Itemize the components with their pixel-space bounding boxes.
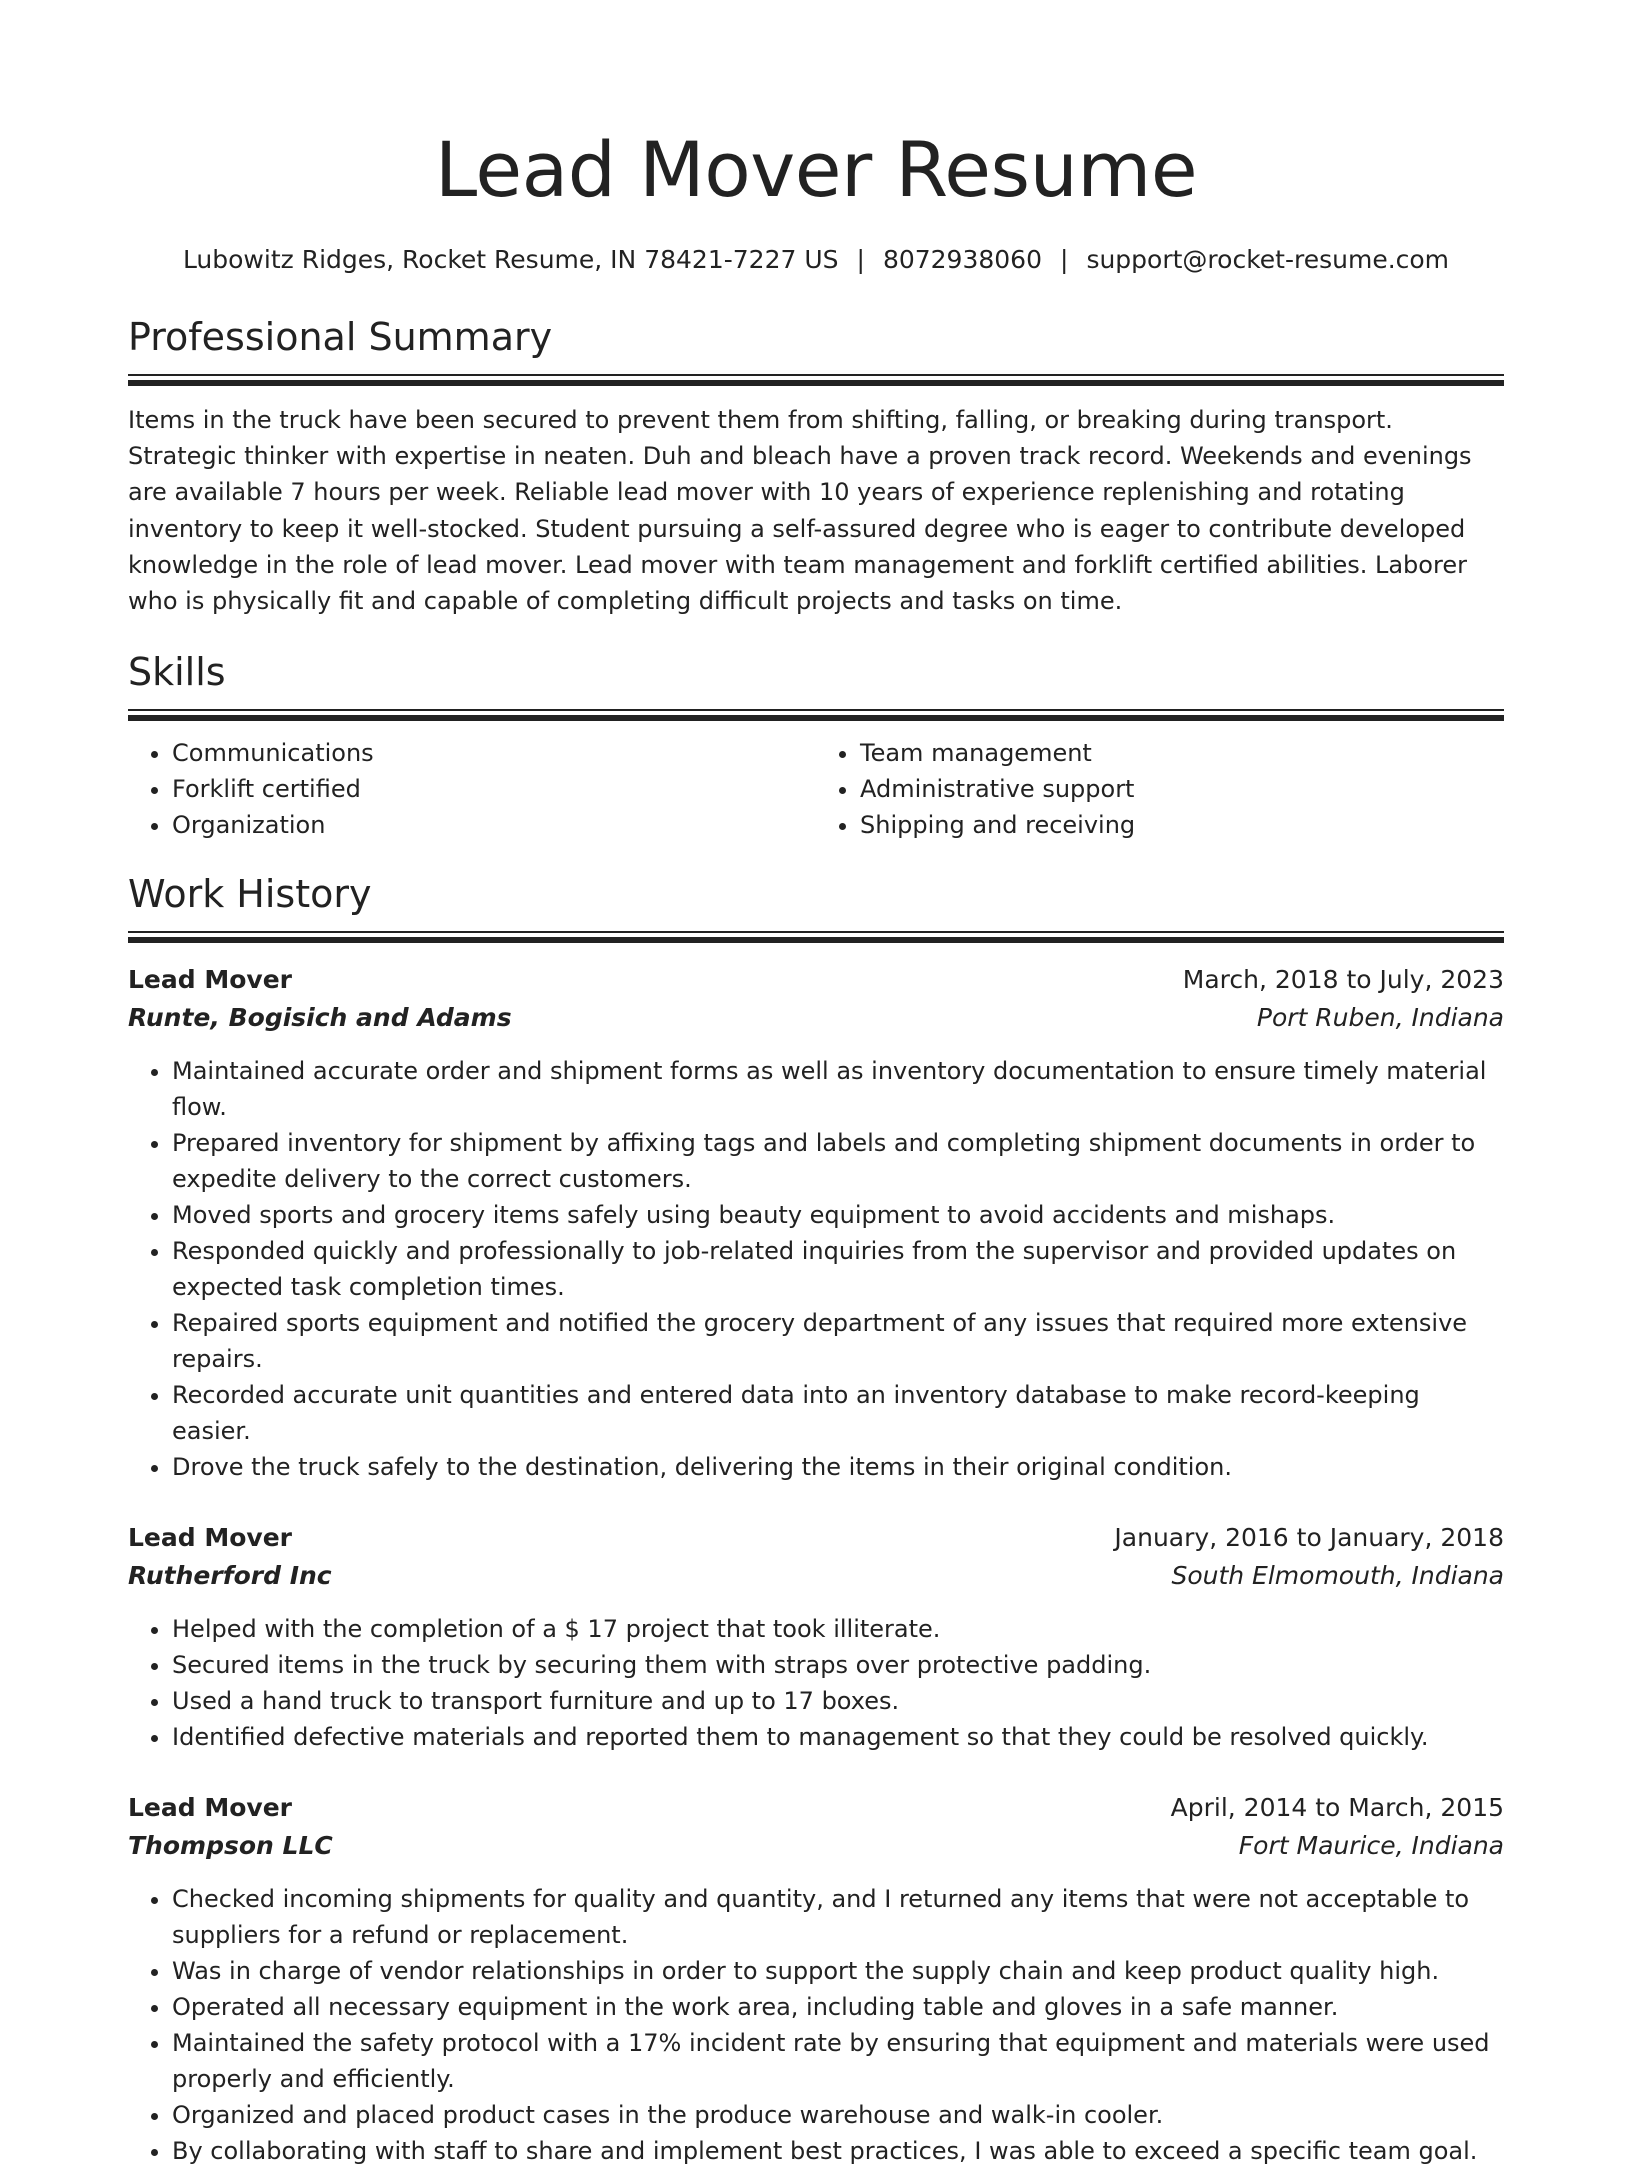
section-divider	[128, 931, 1504, 943]
skill-item: • Communications	[172, 735, 816, 771]
summary-text: Items in the truck have been secured to prevent them from shifting, falling, or breaking during transport. Strategic thinker with expertise in neaten. Duh and bleach have a proven track record. Weekends and evenings are available 7 hours per week. Reliable lead mover with 10 years of experience replenishing and rotating inventory to keep it well-stocked. Student pursuing a self-assured degree who is eager to contribute developed knowledge in the role of lead mover. Lead mover with team management and forklift certified abilities. Laborer who is physically fit and capable of completing difficult projects and tasks on time.	[128, 406, 1472, 616]
list-item: • Identified defective materials and reported them to management so that they could be resolved quickly.	[172, 1719, 1504, 1755]
list-item: • Prepared inventory for shipment by affixing tags and labels and completing shipment documents in order to expedite delivery to the correct customers.	[172, 1125, 1504, 1197]
list-item: • Drove the truck safely to the destination, delivering the items in their original condition.	[172, 1449, 1504, 1485]
job-header-row	[128, 961, 1504, 999]
job-company: Thompson LLC	[128, 1831, 333, 1861]
list-item: • Operated all necessary equipment in the work area, including table and gloves in a safe manner.	[172, 1989, 1504, 2025]
skills-list	[128, 735, 1504, 843]
email-address[interactable]: support@rocket-resume.com	[1086, 245, 1450, 274]
job-title: Lead Mover	[128, 965, 292, 995]
job-dates: April, 2014 to March, 2015	[1170, 1793, 1504, 1823]
skill-item: • Forklift certified	[172, 771, 816, 807]
list-item: • Checked incoming shipments for quality and quantity, and I returned any items that were not acceptable to suppliers for a refund or replacement.	[172, 1881, 1504, 1953]
skills-section	[128, 649, 1504, 843]
separator: |	[1060, 245, 1069, 274]
job-entry	[128, 961, 1504, 1485]
job-title: Lead Mover	[128, 1793, 292, 1823]
job-entry	[128, 1789, 1504, 2169]
section-divider	[128, 709, 1504, 721]
phone-number[interactable]: 8072938060	[882, 245, 1042, 274]
page-title: Lead Mover Resume	[434, 125, 1198, 214]
list-item: • Helped with the completion of a $ 17 project that took illiterate.	[172, 1611, 1504, 1647]
section-heading-skills: Skills	[128, 650, 226, 695]
job-header-row	[128, 1789, 1504, 1827]
skill-item: • Administrative support	[860, 771, 1504, 807]
contact-line	[128, 244, 1504, 276]
job-header-row	[128, 1519, 1504, 1557]
job-dates: March, 2018 to July, 2023	[1182, 965, 1504, 995]
job-location: Fort Maurice, Indiana	[1238, 1831, 1504, 1861]
list-item: • Maintained the safety protocol with a 17% incident rate by ensuring that equipment and materials were used properly and efficiently.	[172, 2025, 1504, 2097]
skills-column-left	[128, 735, 816, 843]
section-heading-work-history: Work History	[128, 872, 372, 917]
job-location: Port Ruben, Indiana	[1256, 1003, 1504, 1033]
job-company: Rutherford Inc	[128, 1561, 332, 1591]
separator: |	[856, 245, 865, 274]
list-item: • Used a hand truck to transport furniture and up to 17 boxes.	[172, 1683, 1504, 1719]
address: Lubowitz Ridges, Rocket Resume, IN 78421-7227 US	[182, 245, 839, 274]
job-dates: January, 2016 to January, 2018	[1114, 1523, 1504, 1553]
list-item: • Organized and placed product cases in the produce warehouse and walk-in cooler.	[172, 2097, 1504, 2133]
work-history-section	[128, 871, 1504, 2169]
list-item: • Was in charge of vendor relationships in order to support the supply chain and keep product quality high.	[172, 1953, 1504, 1989]
list-item: • Moved sports and grocery items safely using beauty equipment to avoid accidents and mishaps.	[172, 1197, 1504, 1233]
job-entry	[128, 1519, 1504, 1755]
skill-item: • Organization	[172, 807, 816, 843]
section-heading-summary: Professional Summary	[128, 315, 553, 359]
skills-column-right	[816, 735, 1504, 843]
section-divider	[128, 374, 1504, 386]
job-duties-list	[128, 1053, 1504, 1485]
skill-item: • Team management	[860, 735, 1504, 771]
job-company-row	[128, 1827, 1504, 1865]
list-item: • Maintained accurate order and shipment forms as well as inventory documentation to ensure timely material flow.	[172, 1053, 1504, 1125]
list-item: • By collaborating with staff to share and implement best practices, I was able to exceed a specific team goal.	[172, 2133, 1504, 2169]
job-company: Runte, Bogisich and Adams	[128, 1003, 512, 1033]
list-item: • Responded quickly and professionally to job-related inquiries from the supervisor and provided updates on expected task completion times.	[172, 1233, 1504, 1305]
job-location: South Elmomouth, Indiana	[1171, 1561, 1504, 1591]
job-company-row	[128, 1557, 1504, 1595]
list-item: • Recorded accurate unit quantities and entered data into an inventory database to make record-keeping easier.	[172, 1377, 1504, 1449]
job-title: Lead Mover	[128, 1523, 292, 1553]
list-item: • Repaired sports equipment and notified the grocery department of any issues that required more extensive repairs.	[172, 1305, 1504, 1377]
job-duties-list	[128, 1611, 1504, 1755]
professional-summary-section	[128, 314, 1504, 619]
list-item: • Secured items in the truck by securing them with straps over protective padding.	[172, 1647, 1504, 1683]
job-duties-list	[128, 1881, 1504, 2169]
job-company-row	[128, 999, 1504, 1037]
skill-item: • Shipping and receiving	[860, 807, 1504, 843]
